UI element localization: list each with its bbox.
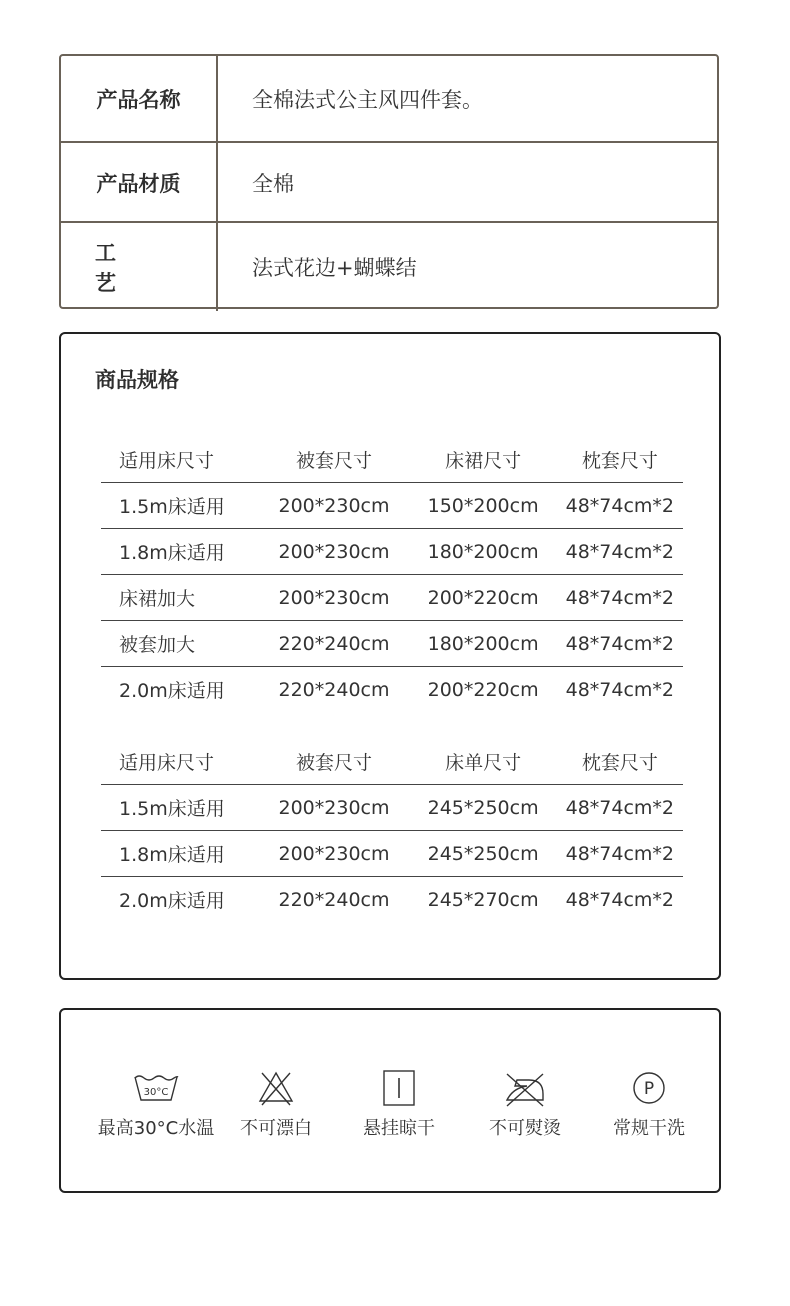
table-cell: 1.8m床适用 — [119, 844, 225, 866]
info-label: 产品材质 — [61, 143, 218, 223]
table-header-row — [101, 436, 683, 483]
table-cell: 200*230cm — [278, 540, 390, 563]
table-cell: 220*240cm — [278, 888, 390, 911]
spec-title: 商品规格 — [95, 368, 179, 392]
table-cell: 200*230cm — [278, 586, 390, 609]
column-header: 枕套尺寸 — [581, 449, 658, 472]
no-iron-icon — [503, 1068, 547, 1108]
column-header: 适用床尺寸 — [119, 449, 215, 472]
table-cell: 180*200cm — [427, 632, 539, 655]
column-header: 枕套尺寸 — [581, 751, 658, 774]
product-info-table — [59, 54, 719, 309]
wash-temperature-text: 30°C — [143, 1087, 169, 1098]
care-item-iron — [455, 1068, 595, 1140]
table-cell: 2.0m床适用 — [119, 680, 225, 702]
care-label: 不可熨烫 — [489, 1118, 561, 1139]
table-cell: 48*74cm*2 — [565, 842, 675, 865]
table-cell: 48*74cm*2 — [565, 494, 675, 517]
table-row — [101, 667, 683, 713]
table-cell: 2.0m床适用 — [119, 890, 225, 912]
table-row — [101, 785, 683, 831]
table-cell: 200*230cm — [278, 842, 390, 865]
table-cell: 1.8m床适用 — [119, 542, 225, 564]
care-item-bleach — [206, 1068, 346, 1140]
care-label: 最高30°C水温 — [97, 1118, 215, 1139]
care-item-dry-clean — [579, 1068, 719, 1140]
info-value: 法式花边+蝴蝶结 — [252, 256, 417, 280]
table-cell: 48*74cm*2 — [565, 888, 675, 911]
table-cell: 48*74cm*2 — [565, 632, 675, 655]
table-row — [101, 483, 683, 529]
column-header: 适用床尺寸 — [119, 751, 215, 774]
dry-clean-letter: P — [643, 1079, 655, 1099]
table-cell: 200*220cm — [427, 586, 539, 609]
table-cell: 200*230cm — [278, 494, 390, 517]
care-label: 常规干洗 — [613, 1118, 685, 1139]
table-row — [101, 621, 683, 667]
table-row — [101, 831, 683, 877]
column-header: 被套尺寸 — [295, 449, 372, 472]
care-label: 悬挂晾干 — [363, 1118, 435, 1139]
care-label: 不可漂白 — [240, 1118, 312, 1139]
column-header: 床裙尺寸 — [445, 449, 522, 472]
table-cell: 48*74cm*2 — [565, 796, 675, 819]
info-label: 工艺 — [61, 223, 218, 311]
spec-table-duvet-skirt — [101, 436, 683, 712]
info-value: 全棉 — [252, 172, 294, 196]
table-cell: 220*240cm — [278, 678, 390, 701]
spec-panel — [59, 332, 721, 980]
info-value: 全棉法式公主风四件套。 — [252, 87, 483, 112]
table-cell: 被套加大 — [119, 634, 196, 656]
table-cell: 48*74cm*2 — [565, 678, 675, 701]
table-cell: 1.5m床适用 — [119, 496, 225, 518]
info-row-material — [61, 141, 717, 223]
table-cell: 48*74cm*2 — [565, 586, 675, 609]
spec-table-duvet-sheet — [101, 738, 683, 922]
table-cell: 床裙加大 — [119, 588, 196, 610]
dry-clean-p-icon — [629, 1068, 669, 1108]
care-item-wash — [86, 1068, 226, 1140]
table-row — [101, 877, 683, 923]
table-row — [101, 575, 683, 621]
table-cell: 220*240cm — [278, 632, 390, 655]
care-instructions-panel — [59, 1008, 721, 1193]
info-row-craft — [61, 221, 717, 311]
table-cell: 245*250cm — [427, 796, 539, 819]
no-bleach-icon — [256, 1068, 296, 1108]
table-cell: 180*200cm — [427, 540, 539, 563]
care-item-hang-dry — [329, 1068, 469, 1140]
column-header: 床单尺寸 — [445, 751, 522, 774]
info-label: 产品名称 — [61, 56, 218, 141]
table-cell: 200*230cm — [278, 796, 390, 819]
table-row — [101, 529, 683, 575]
table-cell: 200*220cm — [427, 678, 539, 701]
table-cell: 245*250cm — [427, 842, 539, 865]
hang-dry-icon — [379, 1068, 419, 1108]
table-cell: 48*74cm*2 — [565, 540, 675, 563]
table-cell: 150*200cm — [427, 494, 539, 517]
wash-30-icon — [131, 1068, 181, 1108]
table-cell: 1.5m床适用 — [119, 798, 225, 820]
column-header: 被套尺寸 — [295, 751, 372, 774]
table-cell: 245*270cm — [427, 888, 539, 911]
info-row-name — [61, 56, 717, 141]
table-header-row — [101, 738, 683, 785]
